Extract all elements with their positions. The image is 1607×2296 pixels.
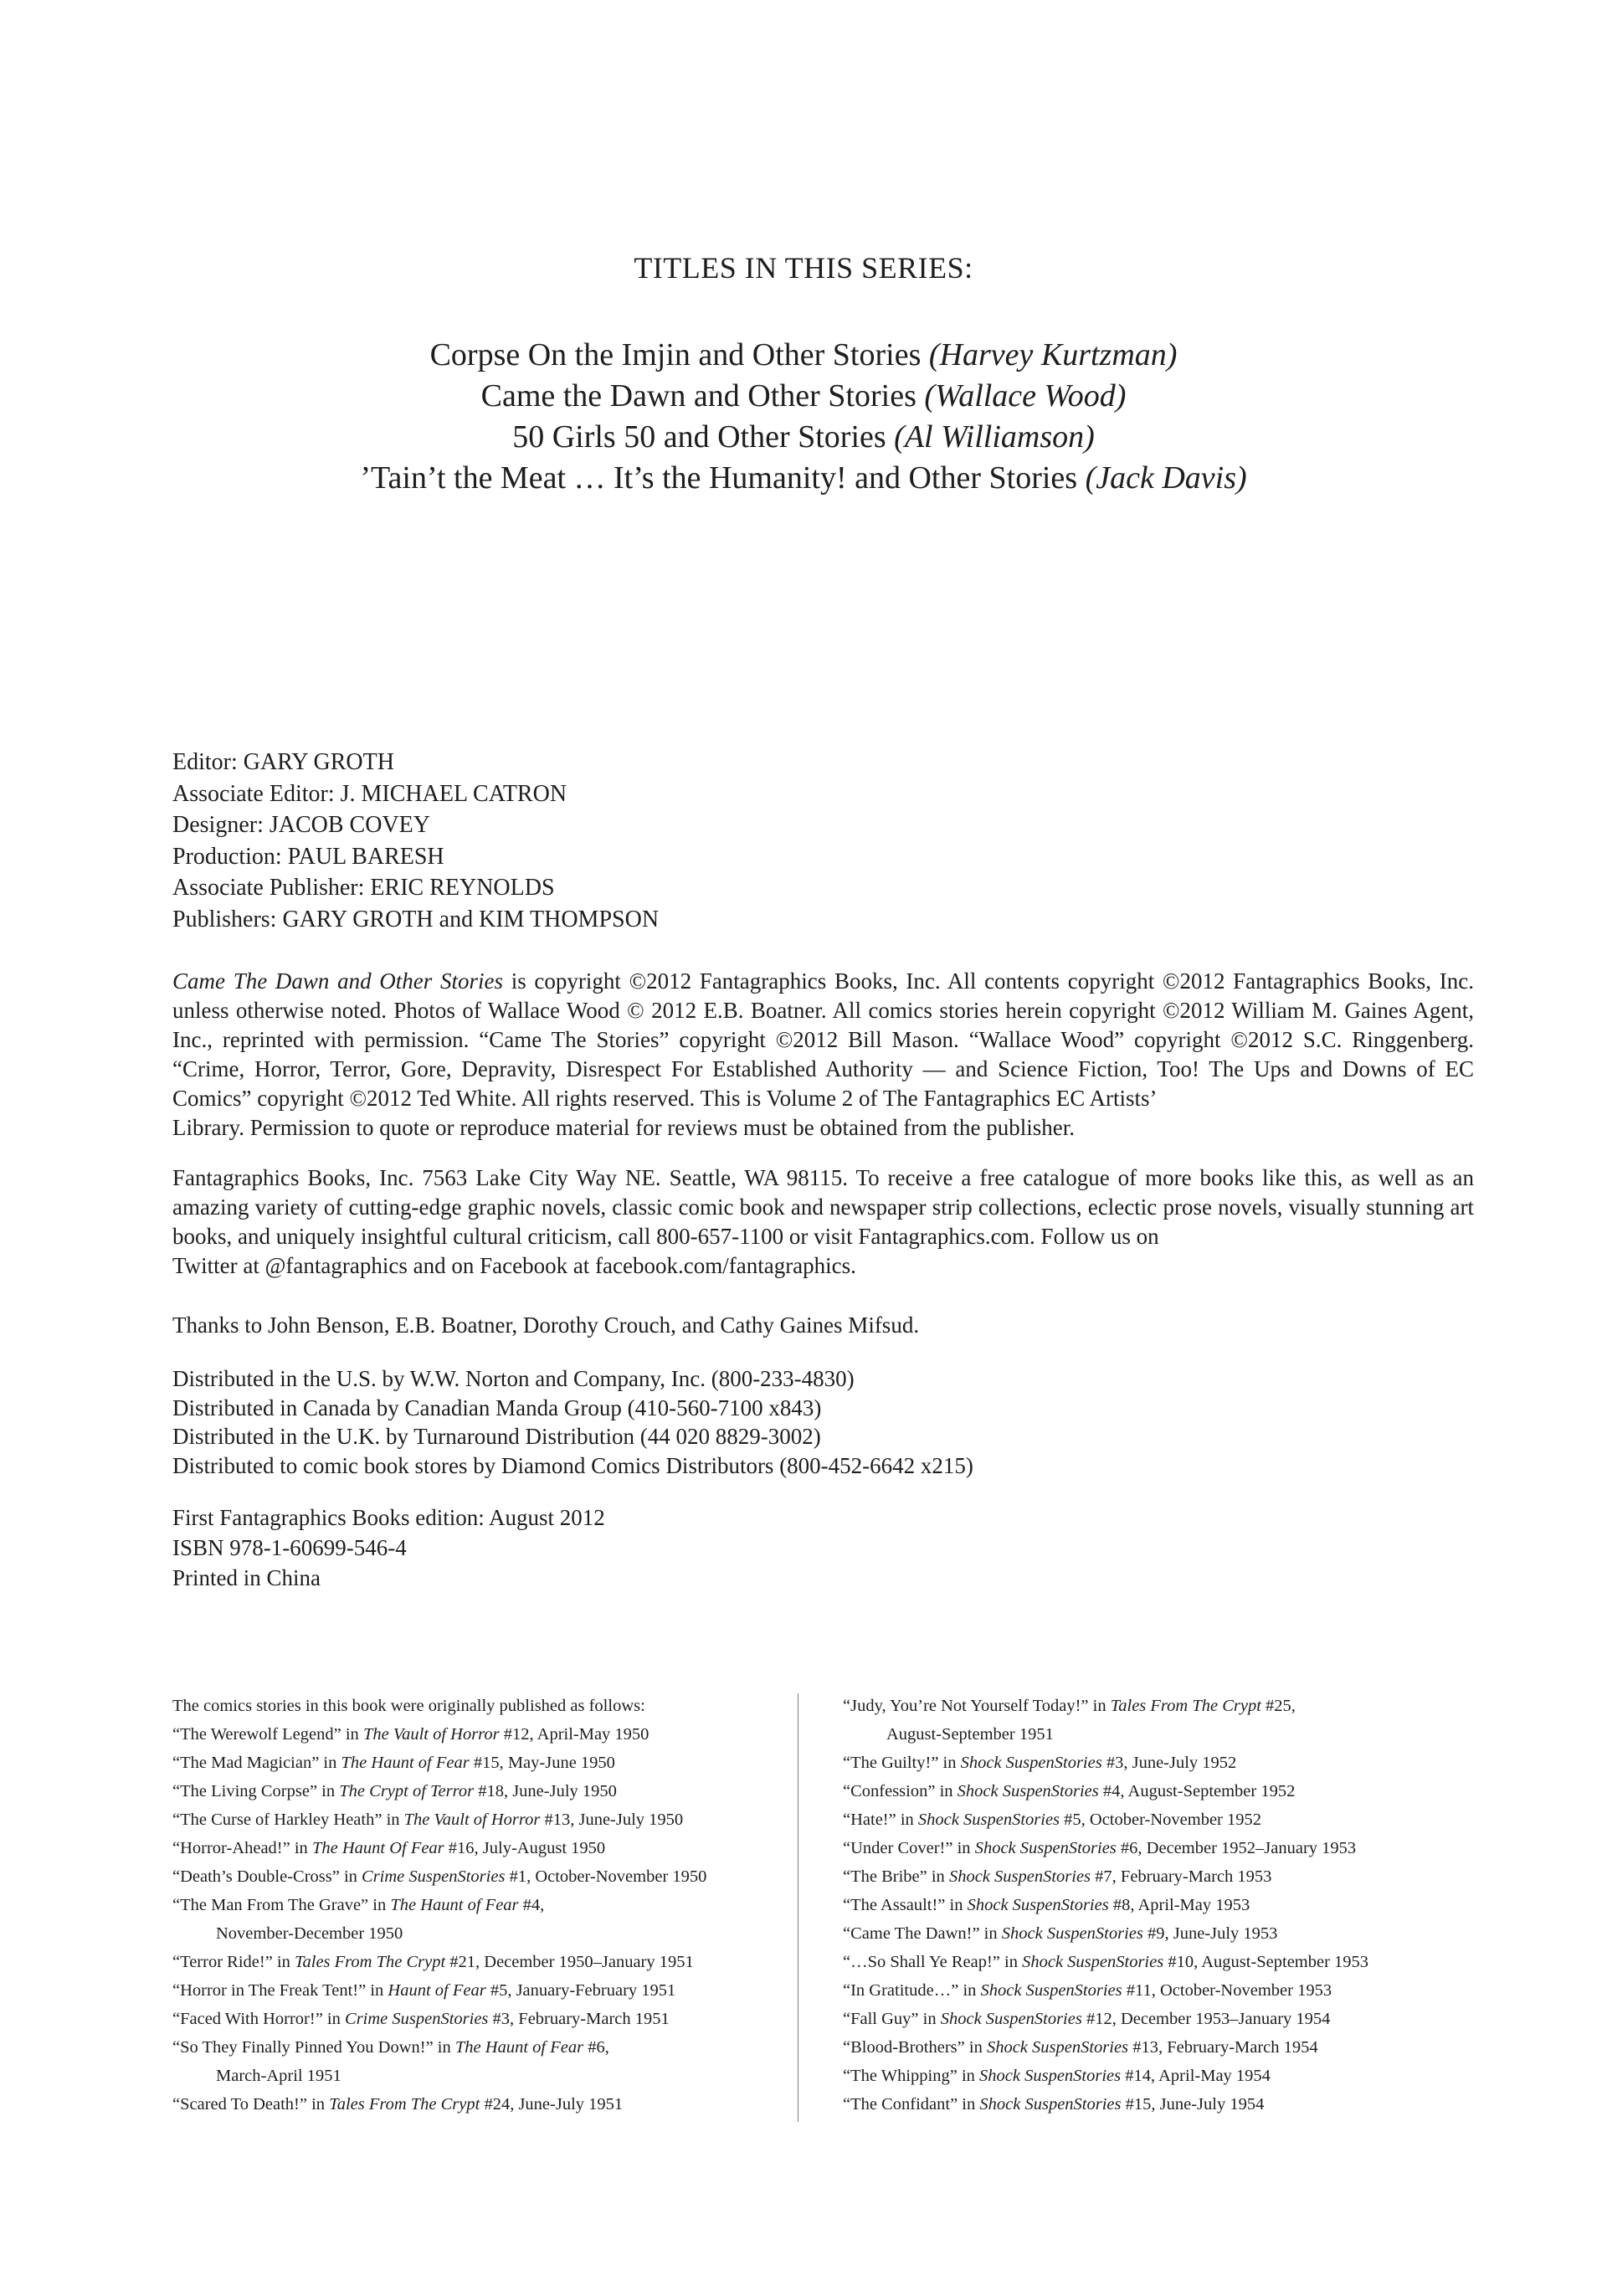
copyright-notice: Came The Dawn and Other Stories is copyright ©2012 Fantagraphics Books, Inc. All contents copyright ©2012 Fantagraphics Books, Inc. unless otherwise noted. Photos of Wallace Wood © 2012 E.B. Boatner. All comics stories herein copyright ©2012 William M. Gaines Agent, Inc., reprinted with permission. “Came The Stories” copyright ©2012 Bill Mason. “Wallace Wood” copyright ©2012 S.C. Ringgenberg. “Crime, Horror, Terror, Gore, Depravity, Disrespect For Established Authority — and Science Fiction, Too! The Ups and Downs of EC Comics” copyright ©2012 Ted White. All rights reserved. This is Volume 2 of The Fantagraphics EC Artists’ Library. Permission to quote or reproduce material for reviews must be obtained from the publisher. — [172, 968, 1474, 1140]
credit-associate-editor: Associate Editor: J. MICHAEL CATRON — [172, 780, 567, 807]
story-credit: “Death’s Double-Cross” in Crime SuspenStories #1, October-November 1950 — [172, 1867, 707, 1886]
magazine-title: Shock SuspenStories — [940, 2010, 1082, 2028]
story-credit: “The Whipping” in Shock SuspenStories #14, April-May 1954 — [843, 2067, 1271, 2085]
magazine-title: The Crypt of Terror — [339, 1782, 475, 1800]
magazine-title: Shock SuspenStories — [979, 2095, 1122, 2114]
magazine-title: Shock SuspenStories — [979, 2067, 1122, 2085]
magazine-title: Crime SuspenStories — [362, 1867, 506, 1886]
story-credit: “Judy, You’re Not Yourself Today!” in Tales From The Crypt #25, — [843, 1697, 1296, 1715]
story-credit: “The Bribe” in Shock SuspenStories #7, February-March 1953 — [843, 1867, 1272, 1886]
edition-line: First Fantagraphics Books edition: August 2012 — [172, 1505, 605, 1530]
story-credit: “The Confidant” in Shock SuspenStories #15, June-July 1954 — [843, 2095, 1265, 2114]
magazine-title: Shock SuspenStories — [967, 1896, 1109, 1914]
story-credit-continuation: March-April 1951 — [216, 2067, 341, 2085]
credit-publishers: Publishers: GARY GROTH and KIM THOMPSON — [172, 906, 660, 932]
magazine-title: Shock SuspenStories — [960, 1754, 1102, 1772]
story-credit: “In Gratitude…” in Shock SuspenStories #11, October-November 1953 — [843, 1981, 1332, 2000]
story-credit: “The Man From The Grave” in The Haunt of Fear #4, — [172, 1896, 545, 1914]
edition-info — [172, 1502, 1474, 1593]
magazine-title: Shock SuspenStories — [974, 1839, 1117, 1857]
magazine-title: Shock SuspenStories — [980, 1981, 1122, 2000]
story-credit: “The Assault!” in Shock SuspenStories #8, April-May 1953 — [843, 1896, 1250, 1914]
credit-production: Production: PAUL BARESH — [172, 843, 444, 870]
magazine-title: Shock SuspenStories — [917, 1811, 1060, 1829]
distribution-line: Distributed in the U.K. by Turnaround Distribution (44 020 8829-3002) — [172, 1424, 821, 1449]
magazine-title: Tales From The Crypt — [1110, 1697, 1261, 1715]
story-credit: “The Werewolf Legend” in The Vault of Horror #12, April-May 1950 — [172, 1725, 649, 1744]
story-credit: “Under Cover!” in Shock SuspenStories #6, December 1952–January 1953 — [843, 1839, 1357, 1857]
story-credit: “Horror in The Freak Tent!” in Haunt of Fear #5, January-February 1951 — [172, 1981, 676, 2000]
story-credit: “The Curse of Harkley Heath” in The Vault of Horror #13, June-July 1950 — [172, 1811, 684, 1829]
credit-editor: Editor: GARY GROTH — [172, 749, 394, 775]
magazine-title: Shock SuspenStories — [1022, 1953, 1164, 1971]
story-credit: “Faced With Horror!” in Crime SuspenStories #3, February-March 1951 — [172, 2010, 670, 2028]
series-heading: TITLES IN THIS SERIES: — [634, 251, 973, 285]
magazine-title: Shock SuspenStories — [957, 1782, 1099, 1800]
story-credit-continuation: August-September 1951 — [886, 1725, 1054, 1744]
story-credit: “The Guilty!” in Shock SuspenStories #3, June-July 1952 — [843, 1754, 1237, 1772]
magazine-title: Crime SuspenStories — [345, 2010, 489, 2028]
series-list — [0, 251, 1607, 499]
story-credit: “The Living Corpse” in The Crypt of Terror #18, June-July 1950 — [172, 1782, 617, 1800]
story-credit: “Scared To Death!” in Tales From The Crypt #24, June-July 1951 — [172, 2095, 624, 2114]
series-title: 50 Girls 50 and Other Stories (Al Williamson) — [512, 419, 1095, 455]
book-title: Came The Dawn and Other Stories — [172, 968, 503, 994]
magazine-title: The Vault of Horror — [403, 1811, 541, 1829]
publisher-contact: Fantagraphics Books, Inc. 7563 Lake City Way NE. Seattle, WA 98115. To receive a free catalogue of more books like this, as well as an amazing variety of cutting-edge graphic novels, classic comic book and newspaper strip collections, eclectic prose novels, visually stunning art books, and uniquely insightful cultural criticism, call 800-657-1100 or visit Fantagraphics.com. Follow us on Twitter at @fantagraphics and on Facebook at facebook.com/fantagraphics. — [172, 1165, 1474, 1278]
credit-associate-publisher: Associate Publisher: ERIC REYNOLDS — [172, 875, 555, 901]
story-credit: “…So Shall Ye Reap!” in Shock SuspenStories #10, August-September 1953 — [843, 1953, 1369, 1971]
story-credit: “Terror Ride!” in Tales From The Crypt #21, December 1950–January 1951 — [172, 1953, 694, 1971]
distribution-line: Distributed to comic book stores by Diamond Comics Distributors (800-452-6642 x215) — [172, 1452, 973, 1478]
magazine-title: The Haunt of Fear — [341, 1754, 470, 1772]
printed-in: Printed in China — [172, 1565, 321, 1590]
story-credit: “The Mad Magician” in The Haunt of Fear #15, May-June 1950 — [172, 1754, 615, 1772]
distribution-line: Distributed in the U.S. by W.W. Norton and Company, Inc. (800-233-4830) — [172, 1366, 855, 1391]
magazine-title: Tales From The Crypt — [294, 1953, 446, 1971]
acknowledgements: Thanks to John Benson, E.B. Boatner, Dorothy Crouch, and Cathy Gaines Mifsud. — [172, 1312, 920, 1338]
series-title: Came the Dawn and Other Stories (Wallace Wood) — [480, 378, 1127, 413]
magazine-title: Shock SuspenStories — [948, 1867, 1091, 1886]
credits-block — [172, 747, 1478, 935]
publication-intro: The comics stories in this book were originally published as follows: — [172, 1697, 645, 1715]
magazine-title: The Haunt of Fear — [454, 2038, 584, 2057]
distribution-info — [172, 1364, 1474, 1480]
story-credit: “Hate!” in Shock SuspenStories #5, October-November 1952 — [843, 1811, 1261, 1829]
magazine-title: Shock SuspenStories — [986, 2038, 1129, 2057]
magazine-title: The Haunt Of Fear — [311, 1839, 444, 1857]
publication-history-right — [843, 1692, 1579, 2119]
story-credit: “Horror-Ahead!” in The Haunt Of Fear #16, July-August 1950 — [172, 1839, 606, 1857]
magazine-title: The Vault of Horror — [362, 1725, 500, 1744]
story-credit: “Confession” in Shock SuspenStories #4, August-September 1952 — [843, 1782, 1296, 1800]
magazine-title: The Haunt of Fear — [390, 1896, 519, 1914]
distribution-line: Distributed in Canada by Canadian Manda Group (410-560-7100 x843) — [172, 1395, 822, 1420]
magazine-title: Tales From The Crypt — [329, 2095, 480, 2114]
publication-history-left — [172, 1692, 775, 2119]
magazine-title: Haunt of Fear — [388, 1981, 486, 2000]
story-credit: “So They Finally Pinned You Down!” in The Haunt of Fear #6, — [172, 2038, 609, 2057]
story-credit: “Blood-Brothers” in Shock SuspenStories #13, February-March 1954 — [843, 2038, 1318, 2057]
story-credit-continuation: November-December 1950 — [216, 1924, 403, 1943]
series-title: Corpse On the Imjin and Other Stories (Harvey Kurtzman) — [429, 337, 1178, 372]
isbn: ISBN 978-1-60699-546-4 — [172, 1535, 407, 1560]
credit-designer: Designer: JACOB COVEY — [172, 812, 430, 838]
story-credit: “Fall Guy” in Shock SuspenStories #12, December 1953–January 1954 — [843, 2010, 1331, 2028]
series-title: ’Tain’t the Meat … It’s the Humanity! and Other Stories (Jack Davis) — [360, 460, 1247, 496]
magazine-title: Shock SuspenStories — [1001, 1924, 1143, 1943]
story-credit: “Came The Dawn!” in Shock SuspenStories #9, June-July 1953 — [843, 1924, 1278, 1943]
